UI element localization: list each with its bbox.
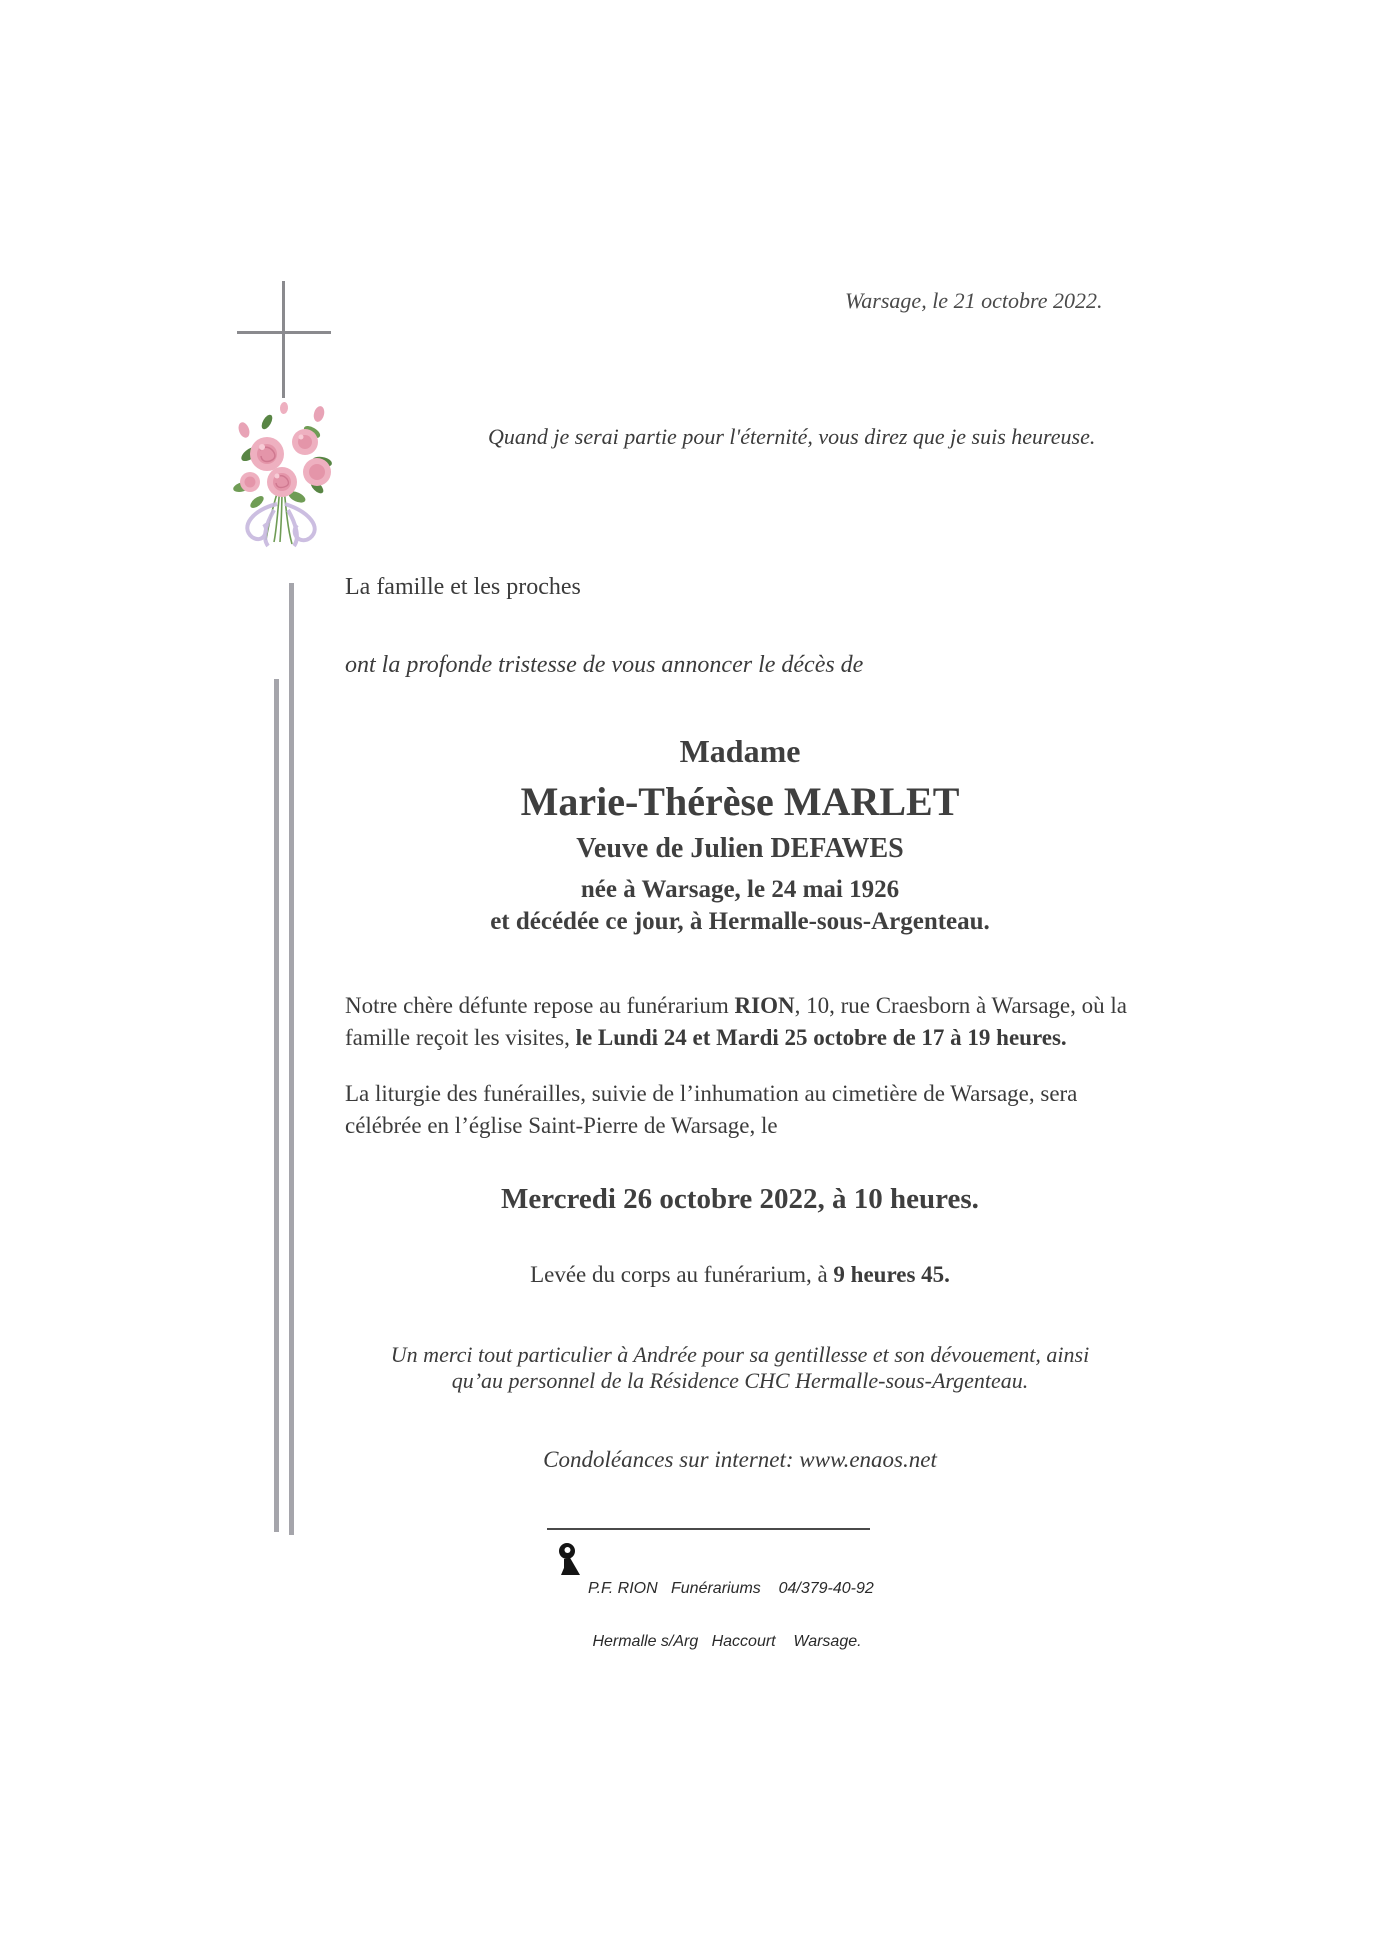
deceased-title: Madame [679, 733, 801, 769]
footer-divider [547, 1528, 870, 1530]
thanks-paragraph [345, 1342, 1135, 1394]
thanks-line-1: Un merci tout particulier à Andrée pour sa gentillesse et son dévouement, ainsi [390, 1342, 1090, 1367]
announcing-family: La famille et les proches [345, 574, 581, 600]
ceremony-datetime: Mercredi 26 octobre 2022, à 10 heures. [501, 1183, 979, 1215]
liturgy-paragraph [345, 1078, 1077, 1142]
levee-line [345, 1262, 1135, 1288]
announcement-sorrow-line: ont la profonde tristesse de vous annoncer le décès de [345, 652, 864, 678]
visitation-text: Notre chère défunte repose au funérarium [345, 993, 735, 1018]
pink-roses-bouquet-image [222, 392, 340, 548]
levee-text: Levée du corps au funérarium, à [530, 1262, 834, 1287]
funeral-home-name: RION [734, 993, 795, 1018]
side-rule-inner [274, 679, 279, 1532]
liturgy-line-1: La liturgie des funérailles, suivie de l’inhumation au cimetière de Warsage, sera [345, 1081, 1078, 1106]
deceased-birth-line: née à Warsage, le 24 mai 1926 [580, 876, 900, 903]
cross-vertical-bar [282, 281, 285, 398]
visitation-line-2 [345, 1022, 1127, 1054]
dateline: Warsage, le 21 octobre 2022. [845, 288, 1103, 313]
visitation-text: , 10, rue Craesborn à Warsage, où la [794, 993, 1127, 1018]
liturgy-line-2: célébrée en l’église Saint-Pierre de Warsage, le [345, 1113, 778, 1138]
cross-horizontal-bar [237, 331, 331, 334]
levee-time: 9 heures 45. [833, 1262, 950, 1287]
visitation-line-1 [345, 990, 1127, 1022]
deceased-name: Marie-Thérèse MARLET [520, 779, 960, 824]
memorial-cross-icon [236, 278, 332, 400]
visitation-dates: le Lundi 24 et Mardi 25 octobre de 17 à 19 heures. [575, 1025, 1067, 1050]
visitation-paragraph [345, 990, 1127, 1054]
thanks-line-2: qu’au personnel de la Résidence CHC Hermalle-sous-Argenteau. [451, 1368, 1029, 1393]
visitation-text: famille reçoit les visites, [345, 1025, 576, 1050]
deceased-death-line: et décédée ce jour, à Hermalle-sous-Argenteau. [490, 908, 990, 935]
side-rule-outer [289, 583, 294, 1535]
epitaph-quote: Quand je serai partie pour l'éternité, vous direz que je suis heureuse. [488, 424, 1096, 449]
funeral-home-footer [588, 1545, 874, 1685]
footer-line-1: P.F. RION Funérariums 04/379-40-92 [588, 1580, 874, 1597]
deceased-widow-of: Veuve de Julien DEFAWES [576, 833, 904, 864]
pf-rion-logo-icon [558, 1541, 582, 1575]
condolences-line: Condoléances sur internet: www.enaos.net [543, 1447, 937, 1472]
rose-blooms [237, 402, 331, 497]
footer-line-2: Hermalle s/Arg Haccourt Warsage. [588, 1632, 862, 1650]
